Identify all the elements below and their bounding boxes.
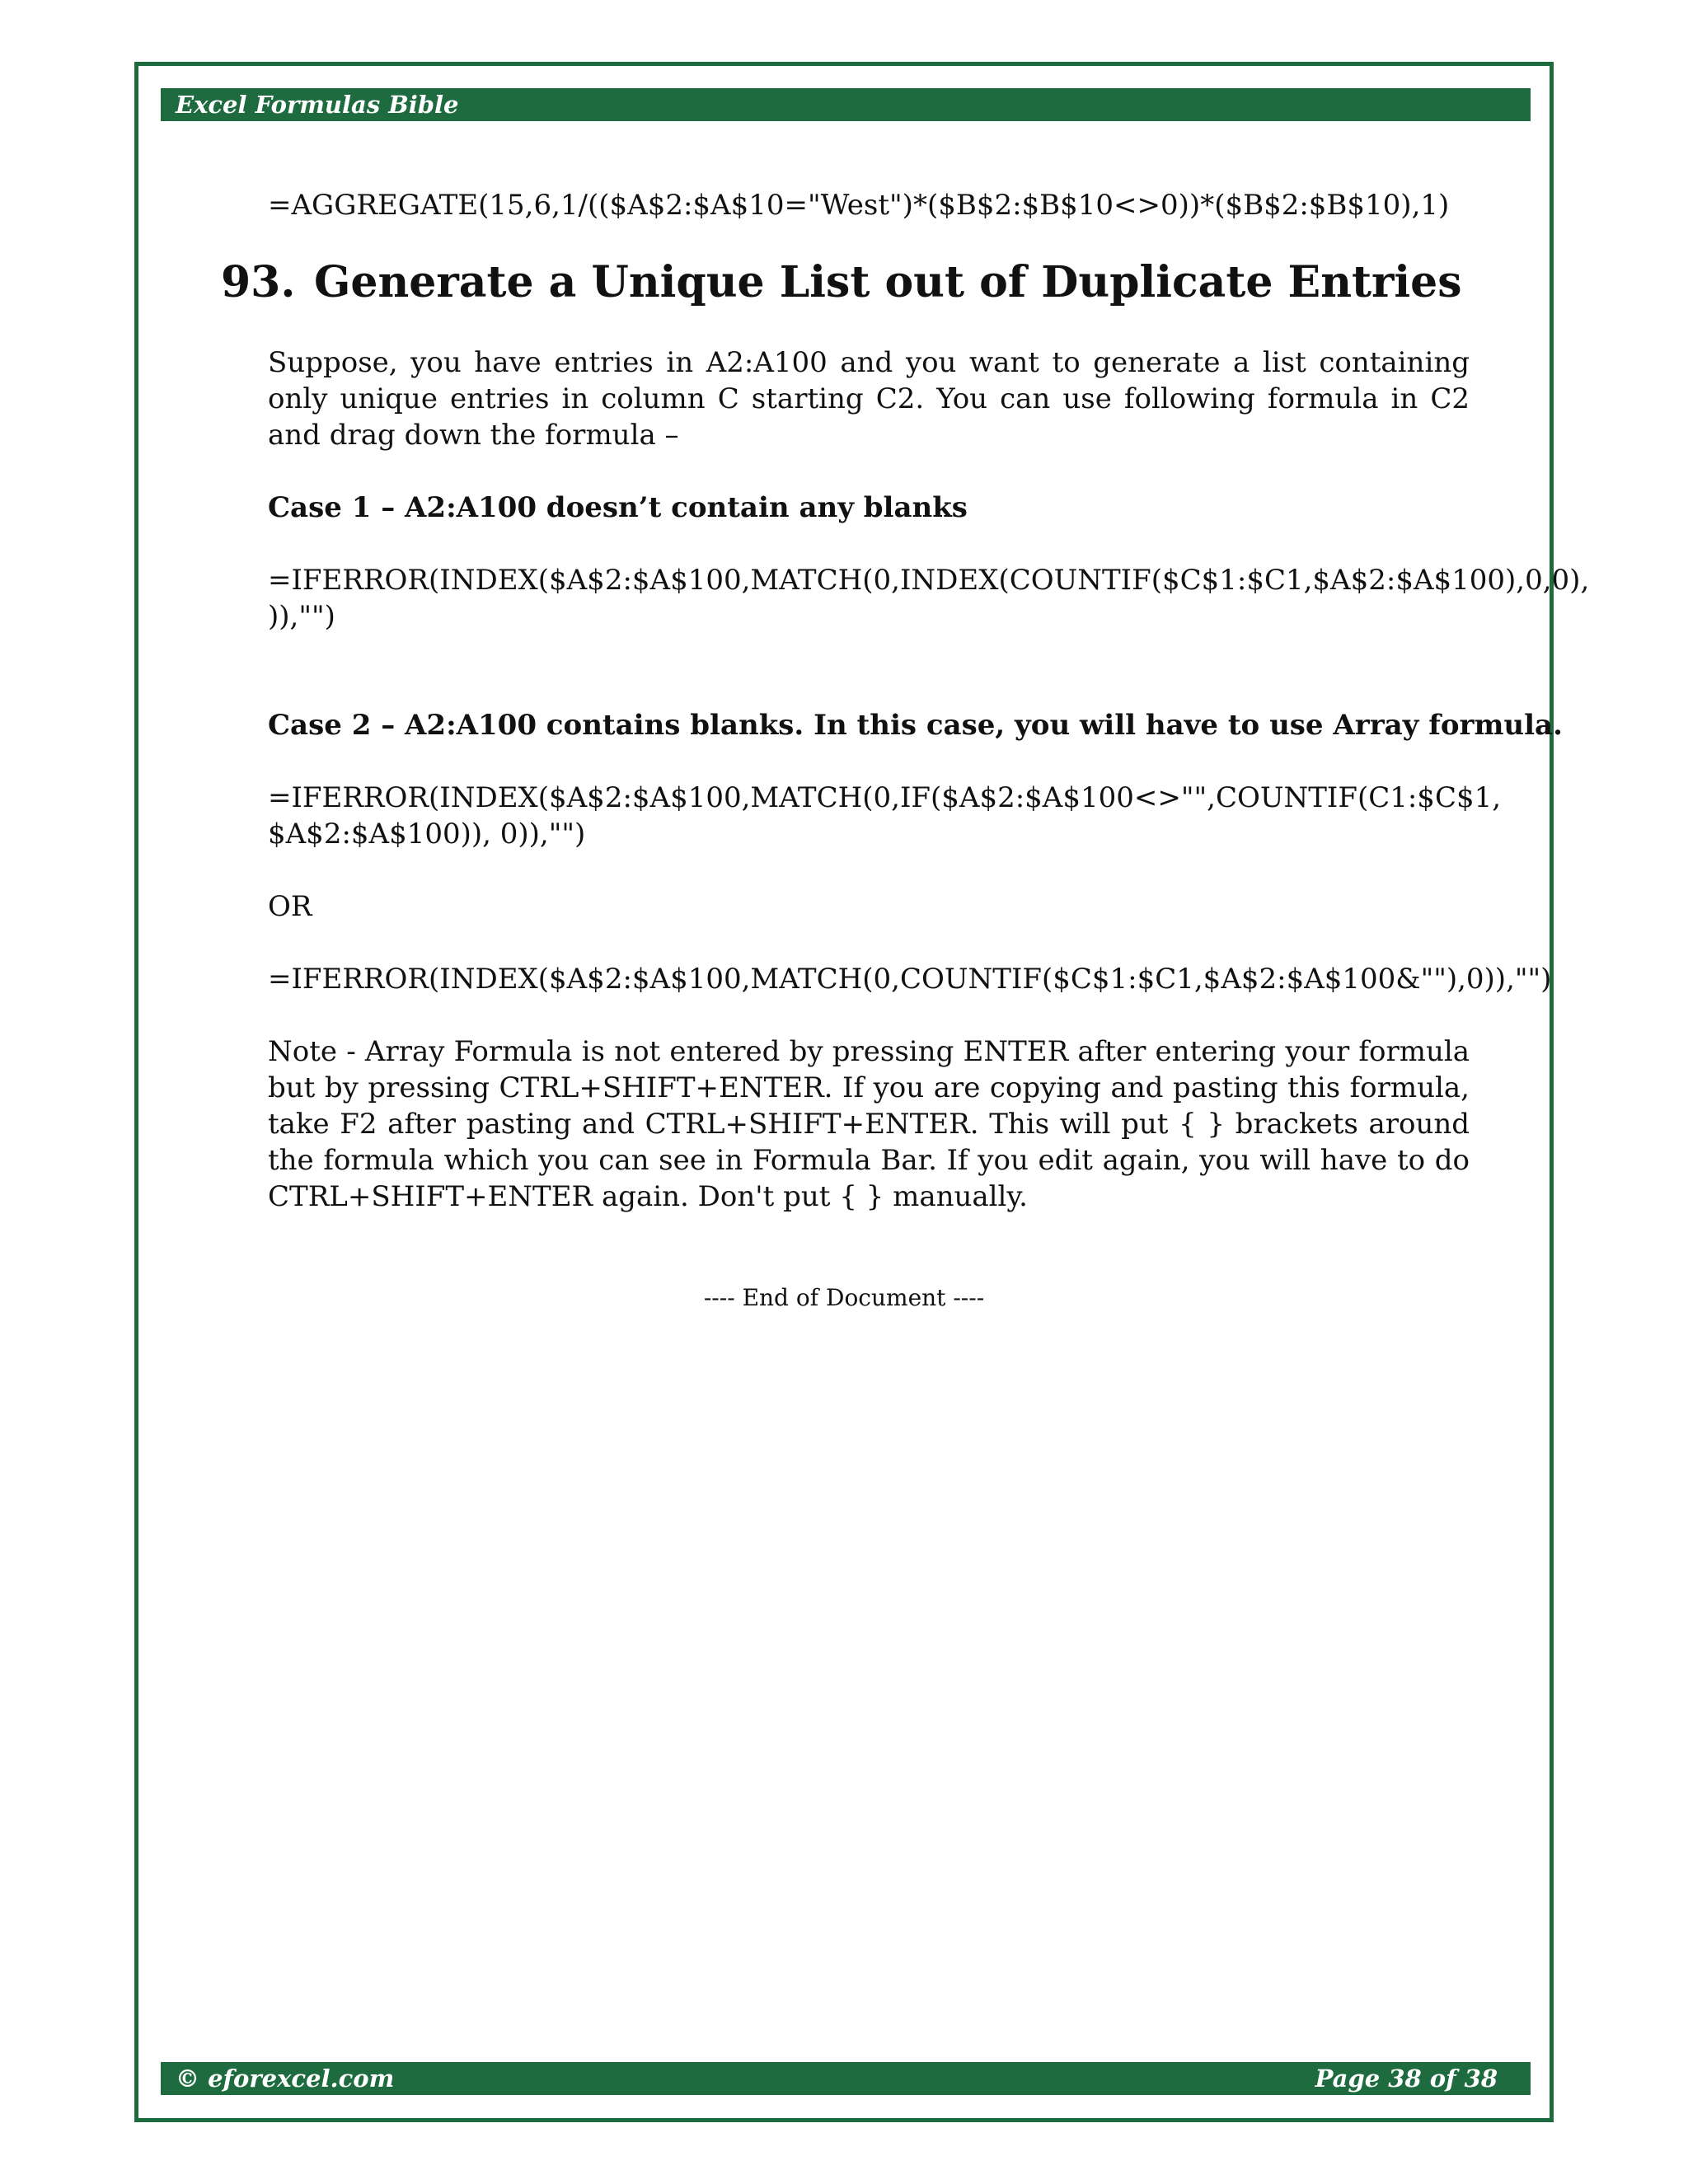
case2-formula — [268, 780, 1502, 852]
footer-page-number: Page 38 of 38 — [1315, 2064, 1498, 2093]
case2-formula-part1: =IFERROR(INDEX($A$2:$A$100, — [268, 781, 751, 814]
intro-paragraph: Suppose, you have entries in A2:A100 and you want to generate a list containing only unique entries in column C starting C2. You can use following formula in C2 and drag down the formula – — [268, 346, 1470, 452]
section-heading — [221, 254, 1462, 312]
case2-formula-part3: IF($A$2:$A$100<>"",COUNTIF(C1:$C$1, — [899, 781, 1502, 814]
footer-band — [161, 2062, 1531, 2095]
case2-alt-formula: =IFERROR(INDEX($A$2:$A$100,MATCH(0,COUNTIF($C$1:$C1,$A$2:$A$100&""),0)),"") — [268, 963, 1552, 996]
case1-formula-line1: =IFERROR(INDEX($A$2:$A$100,MATCH(0,INDEX(COUNTIF($C$1:$C1,$A$2:$A$100),0,0), — [268, 564, 1590, 597]
header-title: Excel Formulas Bible — [176, 91, 459, 119]
case2-formula-line2: $A$2:$A$100)), 0)),"") — [268, 818, 586, 851]
case1-formula — [268, 562, 1590, 635]
footer-copyright: © eforexcel.com — [176, 2064, 395, 2093]
section-number: 93. — [221, 257, 296, 307]
case2-formula-part2: MATCH(0, — [750, 781, 900, 814]
header-band — [161, 88, 1531, 121]
case1-formula-line2: )),"") — [268, 600, 335, 633]
previous-formula: =AGGREGATE(15,6,1/(($A$2:$A$10="West")*($B$2:$B$10<>0))*($B$2:$B$10),1) — [268, 189, 1450, 222]
note-paragraph: Note - Array Formula is not entered by pressing ENTER after entering your formula but by pressing CTRL+SHIFT+ENTER. If you are copying and pasting this formula, take F2 after pasting and CTRL+SHIFT+ENTER. This will put { } brackets around the formula which you can see in Formula Bar. If you edit again, you will have to do CTRL+SHIFT+ENTER again. Don't put { } manually. — [268, 1035, 1470, 1213]
section-title: Generate a Unique List out of Duplicate Entries — [314, 257, 1462, 307]
case1-heading: Case 1 – A2:A100 doesn’t contain any blanks — [268, 491, 968, 524]
case2-heading: Case 2 – A2:A100 contains blanks. In this case, you will have to use Array formula. — [268, 709, 1563, 742]
end-of-document: ---- End of Document ---- — [703, 1284, 985, 1311]
case2-formula-line1 — [268, 780, 1502, 816]
or-label: OR — [268, 890, 312, 923]
